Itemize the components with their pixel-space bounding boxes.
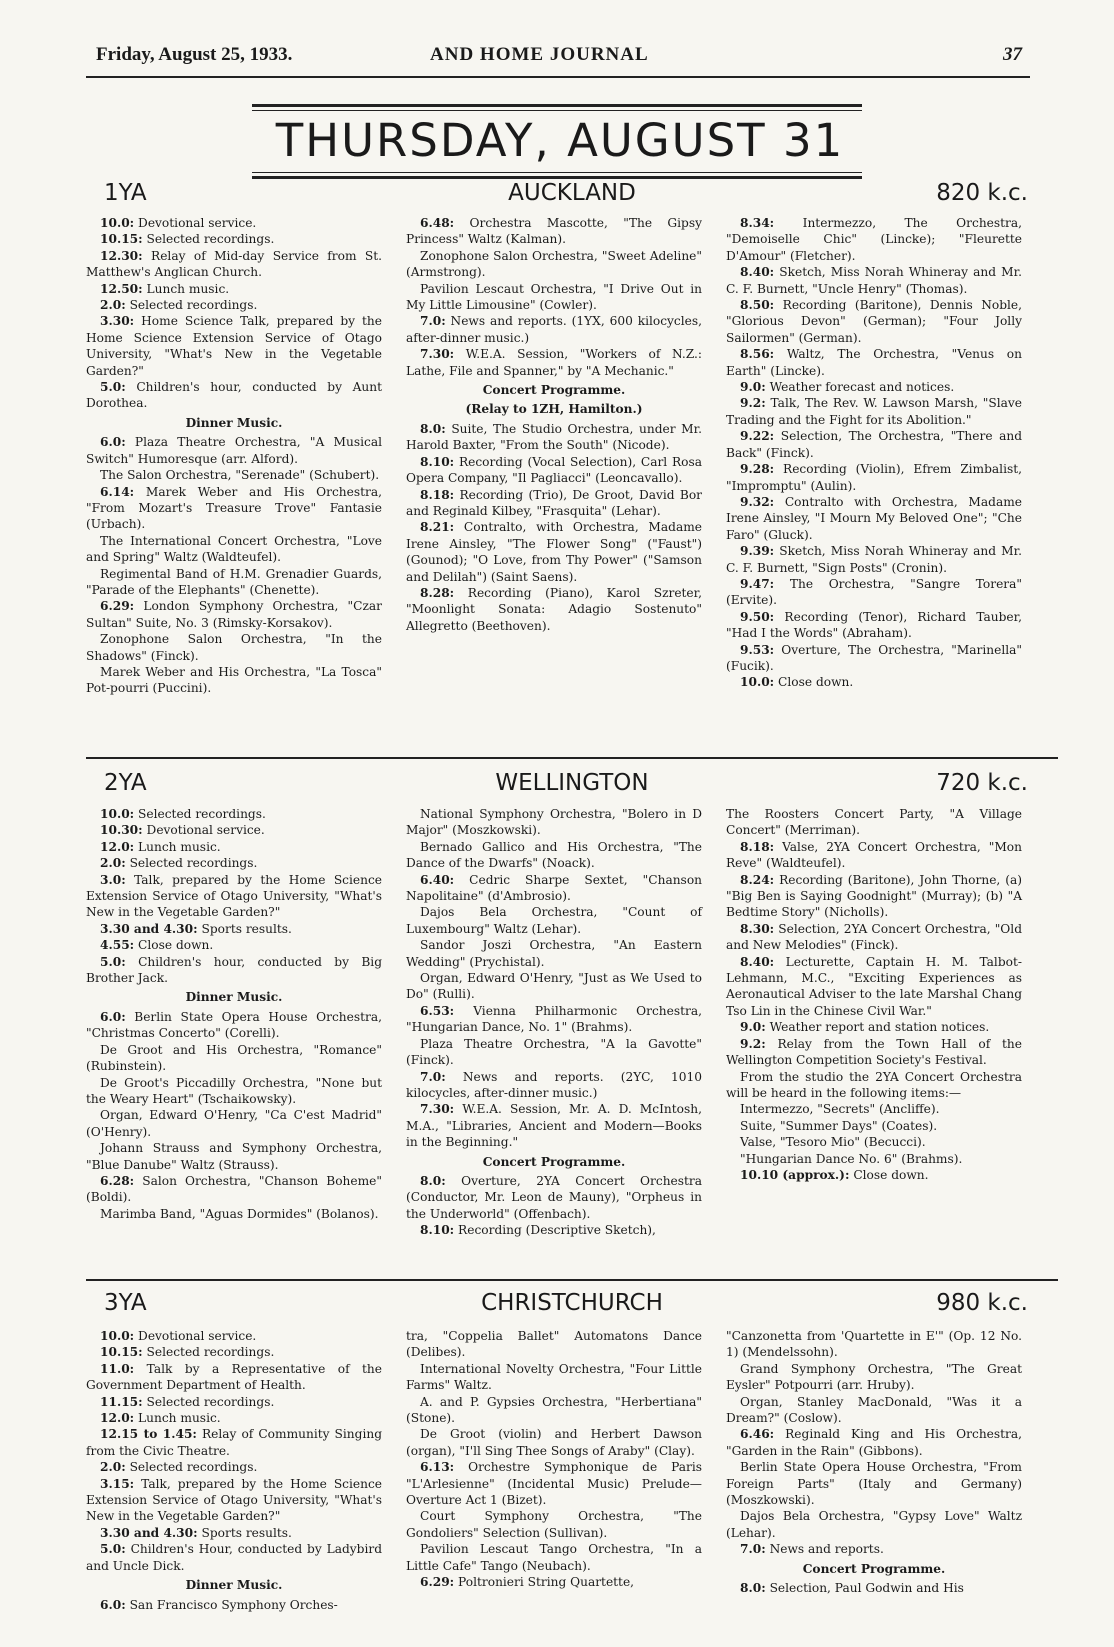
time-stamp: 8.56:	[740, 347, 775, 362]
programme-item: 2.0: Selected recordings.	[100, 1460, 258, 1475]
programme-item: "Canzonetta from 'Quartette in E'" (Op. 12 No. 1) (Mendelssohn).	[726, 1329, 1022, 1360]
station-banner-2ya	[86, 770, 1058, 802]
time-stamp: 3.30 and 4.30:	[100, 921, 198, 936]
time-stamp: 9.39:	[740, 544, 775, 559]
programme-item: 8.18: Recording (Trio), De Groot, David Bor and Reginald Kilbey, "Frasquita" (Lehar).	[406, 487, 702, 518]
time-stamp: 8.10:	[420, 1223, 455, 1238]
programme-item: 11.0: Talk by a Representative of the Government Department of Health.	[86, 1361, 382, 1393]
programme-item: Zonophone Salon Orchestra, "Sweet Adeline" (Armstrong).	[406, 248, 702, 280]
station-call-sign: 3YA	[104, 1290, 147, 1316]
time-stamp: 2.0:	[100, 856, 126, 871]
programme-item: Bernado Gallico and His Orchestra, "The Dance of the Dwarfs" (Noack).	[406, 839, 702, 871]
programme-item: Grand Symphony Orchestra, "The Great Eysler" Potpourri (arr. Hruby).	[726, 1361, 1022, 1393]
time-stamp: 9.47:	[740, 576, 775, 591]
programme-column-1ya-1	[86, 215, 382, 697]
time-stamp: 2.0:	[100, 298, 126, 313]
time-stamp: 11.15:	[100, 1394, 143, 1409]
programme-item: 6.29: Poltronieri String Quartette,	[420, 1575, 635, 1590]
title-rule-top	[252, 104, 862, 107]
time-stamp: 10.30:	[100, 823, 143, 838]
programme-column-3ya-1	[86, 1328, 382, 1613]
time-stamp: 12.30:	[100, 248, 143, 263]
time-stamp: 6.29:	[420, 1575, 455, 1590]
time-stamp: 8.0:	[740, 1581, 766, 1596]
station-call-sign: 2YA	[104, 770, 147, 796]
page-header	[96, 44, 1022, 74]
time-stamp: 6.28:	[100, 1173, 135, 1188]
programme-item: 12.50: Lunch music.	[100, 281, 230, 296]
programme-item: 3.30 and 4.30: Sports results.	[100, 921, 292, 936]
time-stamp: 8.34:	[740, 216, 775, 230]
programme-item: De Groot's Piccadilly Orchestra, "None but the Weary Heart" (Tschaikowsky).	[86, 1075, 382, 1106]
programme-item: 8.40: Lecturette, Captain H. M. Talbot-Lehmann, M.C., "Exciting Experiences as Aeronautical Adviser to the late Marshal Chang Tso Lin in the Chinese Civil War."	[726, 954, 1022, 1018]
programme-item: 12.30: Relay of Mid-day Service from St. Matthew's Anglican Church.	[86, 248, 382, 280]
programme-column-2ya-3	[726, 806, 1022, 1183]
time-stamp: 3.15:	[100, 1476, 135, 1491]
time-stamp: 6.48:	[420, 216, 455, 230]
programme-item: 10.0: Devotional service.	[100, 216, 257, 230]
programme-item: 6.48: Orchestra Mascotte, "The Gipsy Princess" Waltz (Kalman).	[406, 216, 702, 247]
programme-item: 3.30: Home Science Talk, prepared by the Home Science Extension Service of Otago University, "What's New in the Vegetable Garden?"	[86, 314, 382, 378]
programme-item: 8.30: Selection, 2YA Concert Orchestra, "Old and New Melodies" (Finck).	[726, 921, 1022, 953]
programme-item: Dajos Bela Orchestra, "Gypsy Love" Waltz (Lehar).	[726, 1509, 1022, 1540]
programme-item: 8.56: Waltz, The Orchestra, "Venus on Earth" (Lincke).	[726, 347, 1022, 378]
programme-item: 11.15: Selected recordings.	[100, 1394, 275, 1409]
programme-item: 8.0: Overture, 2YA Concert Orchestra (Conductor, Mr. Leon de Mauny), "Orpheus in the Underworld" (Offenbach).	[406, 1173, 702, 1221]
programme-item: Sandor Joszi Orchestra, "An Eastern Wedding" (Prychistal).	[406, 938, 702, 969]
programme-item: 6.0: San Francisco Symphony Orches-	[100, 1597, 338, 1612]
programme-item: 2.0: Selected recordings.	[100, 856, 258, 871]
time-stamp: 9.0:	[740, 1020, 766, 1035]
programme-item: 9.0: Weather report and station notices.	[740, 1020, 990, 1035]
time-stamp: 9.22:	[740, 429, 775, 444]
time-stamp: 9.53:	[740, 642, 775, 657]
title-rule-top-thin	[252, 110, 862, 111]
programme-item: Intermezzo, "Secrets" (Ancliffe).	[740, 1102, 940, 1117]
section-rule	[86, 1279, 1058, 1281]
programme-item: 8.21: Contralto, with Orchestra, Madame Irene Ainsley, "The Flower Song" ("Faust") (Gounod); "O Love, from Thy Power" ("Samson and Delilah") (Saint Saens).	[406, 520, 702, 584]
time-stamp: 10.15:	[100, 232, 143, 247]
programme-item: 9.0: Weather forecast and notices.	[740, 380, 955, 395]
time-stamp: 7.0:	[740, 1542, 766, 1557]
programme-subheading: Concert Programme.	[482, 1154, 626, 1169]
time-stamp: 5.0:	[100, 954, 126, 969]
programme-item: 10.30: Devotional service.	[100, 823, 265, 838]
journal-name: AND HOME JOURNAL	[430, 44, 649, 65]
time-stamp: 7.0:	[420, 314, 446, 329]
time-stamp: 10.0:	[740, 675, 775, 690]
time-stamp: 9.2:	[740, 1036, 766, 1051]
programme-item: Berlin State Opera House Orchestra, "From Foreign Parts" (Italy and Germany) (Moszkowski).	[726, 1460, 1022, 1508]
title-rule-bottom	[252, 176, 862, 179]
programme-item: 3.15: Talk, prepared by the Home Science Extension Service of Otago University, "What's New in the Vegetable Garden?"	[86, 1476, 382, 1524]
programme-item: 9.2: Relay from the Town Hall of the Wellington Competition Society's Festival.	[726, 1036, 1022, 1068]
station-frequency: 820 k.c.	[936, 180, 1028, 206]
title-rule-bottom-thin	[252, 172, 862, 173]
programme-item: 6.40: Cedric Sharpe Sextet, "Chanson Napolitaine" (d'Ambrosio).	[406, 872, 702, 904]
programme-item: Pavilion Lescaut Tango Orchestra, "In a Little Cafe" Tango (Neubach).	[406, 1542, 702, 1573]
programme-subheading: Concert Programme.	[802, 1561, 946, 1576]
programme-item: The International Concert Orchestra, "Love and Spring" Waltz (Waldteufel).	[86, 533, 382, 565]
programme-item: 7.0: News and reports.	[740, 1542, 884, 1557]
time-stamp: 10.0:	[100, 1329, 135, 1343]
station-banner-3ya	[86, 1290, 1058, 1322]
programme-item: De Groot (violin) and Herbert Dawson (organ), "I'll Sing Thee Songs of Araby" (Clay).	[406, 1427, 702, 1458]
programme-subheading: Concert Programme.	[482, 383, 626, 398]
time-stamp: 3.0:	[100, 872, 126, 887]
time-stamp: 6.0:	[100, 1597, 126, 1612]
time-stamp: 9.32:	[740, 494, 775, 509]
station-city: CHRISTCHURCH	[481, 1290, 663, 1316]
station-city: WELLINGTON	[495, 770, 649, 796]
programme-item: 7.30: W.E.A. Session, Mr. A. D. McIntosh, M.A., "Libraries, Ancient and Modern—Books in the Beginning."	[406, 1102, 702, 1150]
time-stamp: 8.28:	[420, 585, 455, 600]
programme-item: Organ, Stanley MacDonald, "Was it a Dream?" (Coslow).	[726, 1394, 1022, 1426]
programme-subheading: Dinner Music.	[185, 1578, 283, 1593]
time-stamp: 9.28:	[740, 462, 775, 477]
programme-item: 10.15: Selected recordings.	[100, 1345, 275, 1360]
time-stamp: 7.0:	[420, 1069, 446, 1084]
time-stamp: 7.30:	[420, 347, 455, 362]
time-stamp: 9.0:	[740, 380, 766, 395]
programme-item: 9.53: Overture, The Orchestra, "Marinella" (Fucik).	[726, 642, 1022, 673]
programme-item: Plaza Theatre Orchestra, "A la Gavotte" (Finck).	[406, 1036, 702, 1068]
programme-item: 8.34: Intermezzo, The Orchestra, "Demoiselle Chic" (Lincke); "Fleurette D'Amour" (Fletcher).	[726, 216, 1022, 263]
programme-item: 8.24: Recording (Baritone), John Thorne, (a) "Big Ben is Saying Goodnight" (Murray); (b) "A Bedtime Story" (Nicholls).	[726, 872, 1022, 920]
programme-column-1ya-3	[726, 215, 1022, 691]
station-frequency: 720 k.c.	[936, 770, 1028, 796]
programme-item: 9.2: Talk, The Rev. W. Lawson Marsh, "Slave Trading and the Fight for its Abolition."	[726, 396, 1022, 427]
time-stamp: 6.0:	[100, 435, 126, 450]
time-stamp: 12.50:	[100, 281, 143, 296]
time-stamp: 10.0:	[100, 216, 135, 230]
programme-column-2ya-1	[86, 806, 382, 1222]
programme-item: 8.18: Valse, 2YA Concert Orchestra, "Mon Reve" (Waldteufel).	[726, 839, 1022, 871]
programme-item: A. and P. Gypsies Orchestra, "Herbertiana" (Stone).	[406, 1394, 702, 1426]
time-stamp: 3.30:	[100, 314, 135, 329]
programme-item: Marek Weber and His Orchestra, "La Tosca" Pot-pourri (Puccini).	[86, 664, 382, 696]
time-stamp: 2.0:	[100, 1460, 126, 1475]
station-frequency: 980 k.c.	[936, 1290, 1028, 1316]
programme-item: 8.10: Recording (Descriptive Sketch),	[420, 1223, 656, 1238]
programme-item: 9.39: Sketch, Miss Norah Whineray and Mr. C. F. Burnett, "Sign Posts" (Cronin).	[726, 544, 1022, 575]
programme-item: 6.13: Orchestre Symphonique de Paris "L'Arlesienne" (Incidental Music) Prelude—Overture Act 1 (Bizet).	[406, 1460, 702, 1508]
programme-item: 8.50: Recording (Baritone), Dennis Noble, "Glorious Devon" (German); "Four Jolly Sailormen" (German).	[726, 298, 1022, 345]
time-stamp: 12.0:	[100, 1411, 135, 1426]
programme-item: 10.10 (approx.): Close down.	[740, 1167, 929, 1182]
programme-item: 12.0: Lunch music.	[100, 1411, 221, 1426]
programme-item: Organ, Edward O'Henry, "Ca C'est Madrid" (O'Henry).	[86, 1108, 382, 1139]
time-stamp: 6.53:	[420, 1003, 455, 1018]
programme-item: 10.0: Devotional service.	[100, 1329, 257, 1343]
programme-item: Court Symphony Orchestra, "The Gondoliers" Selection (Sullivan).	[406, 1509, 702, 1540]
time-stamp: 8.18:	[740, 839, 775, 854]
time-stamp: 5.0:	[100, 380, 126, 395]
time-stamp: 8.30:	[740, 921, 775, 936]
programme-item: 7.0: News and reports. (2YC, 1010 kilocycles, after-dinner music.)	[406, 1069, 702, 1100]
time-stamp: 8.40:	[740, 265, 775, 280]
programme-item: 6.53: Vienna Philharmonic Orchestra, "Hungarian Dance, No. 1" (Brahms).	[406, 1003, 702, 1035]
programme-item: 8.0: Selection, Paul Godwin and His	[740, 1581, 964, 1596]
programme-subheading: Dinner Music.	[185, 990, 283, 1005]
time-stamp: 10.10 (approx.):	[740, 1167, 850, 1182]
time-stamp: 4.55:	[100, 938, 135, 953]
programme-item: 12.15 to 1.45: Relay of Community Singing from the Civic Theatre.	[86, 1427, 382, 1458]
programme-item: International Novelty Orchestra, "Four Little Farms" Waltz.	[406, 1361, 702, 1393]
programme-item: De Groot and His Orchestra, "Romance" (Rubinstein).	[86, 1042, 382, 1074]
programme-item: 5.0: Children's hour, conducted by Big Brother Jack.	[86, 954, 382, 986]
time-stamp: 8.0:	[420, 1173, 446, 1188]
programme-item: 7.30: W.E.A. Session, "Workers of N.Z.: Lathe, File and Spanner," by "A Mechanic."	[406, 347, 702, 378]
time-stamp: 7.30:	[420, 1102, 455, 1117]
programme-item: 9.32: Contralto with Orchestra, Madame Irene Ainsley, "I Mourn My Beloved One"; "Che Faro" (Gluck).	[726, 494, 1022, 542]
programme-item: 5.0: Children's hour, conducted by Aunt Dorothea.	[86, 380, 382, 411]
programme-item: Regimental Band of H.M. Grenadier Guards, "Parade of the Elephants" (Chenette).	[86, 566, 382, 597]
time-stamp: 6.29:	[100, 599, 135, 614]
programme-item: Marimba Band, "Aguas Dormides" (Bolanos).	[100, 1206, 379, 1221]
programme-item: 9.50: Recording (Tenor), Richard Tauber, "Had I the Words" (Abraham).	[726, 609, 1022, 641]
section-rule	[86, 757, 1058, 759]
programme-item: 6.14: Marek Weber and His Orchestra, "From Mozart's Treasure Trove" Fantasie (Urbach).	[86, 484, 382, 532]
programme-column-3ya-3	[726, 1328, 1022, 1597]
time-stamp: 8.10:	[420, 454, 455, 469]
programme-item: 4.55: Close down.	[100, 938, 214, 953]
programme-item: 8.28: Recording (Piano), Karol Szreter, "Moonlight Sonata: Adagio Sostenuto" Allegretto (Beethoven).	[406, 585, 702, 633]
programme-item: Dajos Bela Orchestra, "Count of Luxembourg" Waltz (Lehar).	[406, 905, 702, 936]
programme-item: 3.0: Talk, prepared by the Home Science Extension Service of Otago University, "What's New in the Vegetable Garden?"	[86, 872, 382, 920]
time-stamp: 8.21:	[420, 520, 455, 535]
time-stamp: 10.0:	[100, 807, 135, 821]
page-number: 37	[1003, 44, 1022, 65]
time-stamp: 9.50:	[740, 609, 775, 624]
programme-item: Organ, Edward O'Henry, "Just as We Used to Do" (Rulli).	[406, 971, 702, 1002]
time-stamp: 12.15 to 1.45:	[100, 1427, 197, 1442]
programme-item: 6.0: Berlin State Opera House Orchestra, "Christmas Concerto" (Corelli).	[86, 1009, 382, 1041]
time-stamp: 6.14:	[100, 484, 135, 499]
time-stamp: 5.0:	[100, 1542, 126, 1557]
programme-item: 10.0: Close down.	[740, 675, 854, 690]
programme-column-3ya-2	[406, 1328, 702, 1591]
programme-subheading: Dinner Music.	[185, 415, 283, 430]
time-stamp: 8.24:	[740, 872, 775, 887]
programme-item: tra, "Coppelia Ballet" Automatons Dance (Delibes).	[406, 1329, 702, 1360]
programme-item: The Roosters Concert Party, "A Village Concert" (Merriman).	[726, 807, 1022, 838]
programme-item: Zonophone Salon Orchestra, "In the Shadows" (Finck).	[86, 632, 382, 663]
programme-item: 6.46: Reginald King and His Orchestra, "Garden in the Rain" (Gibbons).	[726, 1427, 1022, 1458]
programme-item: Valse, "Tesoro Mio" (Becucci).	[740, 1135, 926, 1150]
programme-item: From the studio the 2YA Concert Orchestra will be heard in the following items:—	[726, 1069, 1022, 1100]
header-rule	[86, 76, 1030, 78]
programme-item: 12.0: Lunch music.	[100, 839, 221, 854]
programme-item: 8.10: Recording (Vocal Selection), Carl Rosa Opera Company, "Il Pagliacci" (Leoncavallo).	[406, 454, 702, 486]
issue-date: Friday, August 25, 1933.	[96, 44, 293, 65]
time-stamp: 12.0:	[100, 839, 135, 854]
programme-item: Johann Strauss and Symphony Orchestra, "Blue Danube" Waltz (Strauss).	[86, 1141, 382, 1172]
time-stamp: 8.40:	[740, 954, 775, 969]
programme-item: 9.22: Selection, The Orchestra, "There and Back" (Finck).	[726, 429, 1022, 460]
programme-item: 10.15: Selected recordings.	[100, 232, 275, 247]
programme-item: 6.28: Salon Orchestra, "Chanson Boheme" (Boldi).	[86, 1173, 382, 1205]
programme-item: 8.0: Suite, The Studio Orchestra, under Mr. Harold Baxter, "From the South" (Nicode).	[406, 421, 702, 453]
programme-item: 6.29: London Symphony Orchestra, "Czar Sultan" Suite, No. 3 (Rimsky-Korsakov).	[86, 599, 382, 630]
programme-item: 7.0: News and reports. (1YX, 600 kilocycles, after-dinner music.)	[406, 314, 702, 345]
programme-subheading: (Relay to 1ZH, Hamilton.)	[465, 402, 643, 417]
programme-item: 3.30 and 4.30: Sports results.	[100, 1525, 292, 1540]
programme-item: 5.0: Children's Hour, conducted by Ladybird and Uncle Dick.	[86, 1542, 382, 1573]
page-title: THURSDAY, AUGUST 31	[275, 114, 845, 167]
time-stamp: 11.0:	[100, 1361, 135, 1376]
programme-item: 9.28: Recording (Violin), Efrem Zimbalist, "Impromptu" (Aulin).	[726, 462, 1022, 493]
time-stamp: 3.30 and 4.30:	[100, 1525, 198, 1540]
time-stamp: 8.50:	[740, 298, 775, 313]
programme-item: 2.0: Selected recordings.	[100, 298, 258, 313]
programme-item: The Salon Orchestra, "Serenade" (Schubert).	[100, 468, 380, 483]
programme-item: 9.47: The Orchestra, "Sangre Torera" (Ervite).	[726, 576, 1022, 608]
programme-item: 10.0: Selected recordings.	[100, 807, 266, 821]
programme-item: 8.40: Sketch, Miss Norah Whineray and Mr. C. F. Burnett, "Uncle Henry" (Thomas).	[726, 265, 1022, 296]
time-stamp: 6.46:	[740, 1427, 775, 1442]
time-stamp: 9.2:	[740, 396, 766, 411]
time-stamp: 8.18:	[420, 487, 455, 502]
time-stamp: 6.40:	[420, 872, 455, 887]
station-city: AUCKLAND	[508, 180, 636, 206]
station-banner-1ya	[86, 180, 1058, 212]
programme-item: Pavilion Lescaut Orchestra, "I Drive Out in My Little Limousine" (Cowler).	[406, 281, 702, 313]
programme-item: "Hungarian Dance No. 6" (Brahms).	[740, 1151, 963, 1166]
programme-item: National Symphony Orchestra, "Bolero in D Major" (Moszkowski).	[406, 807, 702, 838]
time-stamp: 8.0:	[420, 421, 446, 436]
time-stamp: 6.0:	[100, 1009, 126, 1024]
programme-item: 6.0: Plaza Theatre Orchestra, "A Musical Switch" Humoresque (arr. Alford).	[86, 435, 382, 466]
time-stamp: 10.15:	[100, 1345, 143, 1360]
time-stamp: 6.13:	[420, 1460, 455, 1475]
programme-column-1ya-2	[406, 215, 702, 634]
programme-column-2ya-2	[406, 806, 702, 1239]
programme-item: Suite, "Summer Days" (Coates).	[740, 1118, 938, 1133]
station-call-sign: 1YA	[104, 180, 147, 206]
